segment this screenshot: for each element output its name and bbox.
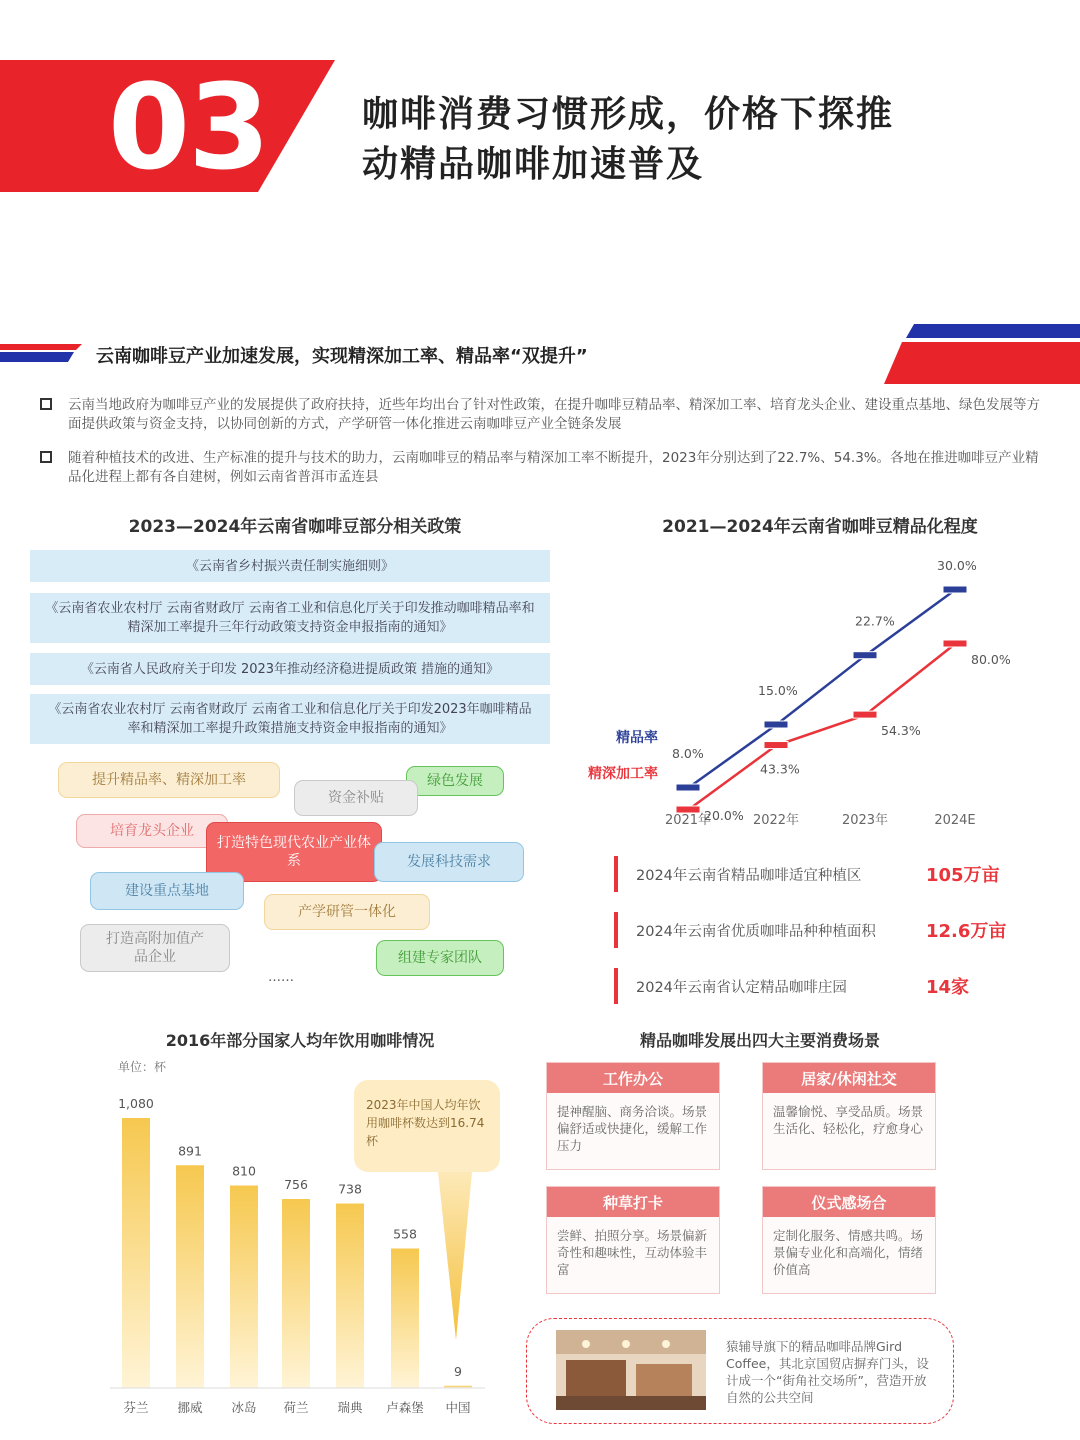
scene-card-body: 定制化服务、情感共鸣。场景偏专业化和高端化，情绪价值高 [773, 1228, 924, 1277]
data-point-marker [764, 721, 788, 728]
data-point-marker [676, 806, 700, 813]
policy-item: 《云南省农业农村厅 云南省财政厅 云南省工业和信息化厅关于印发推动咖啡精品率和精深加工率提升三年行动政策支持资金申报指南的通知》 [30, 593, 550, 643]
data-label: 80.0% [971, 652, 1011, 667]
scene-card-head: 仪式感场合 [763, 1187, 935, 1217]
data-point-marker [853, 652, 877, 659]
tag-quality-rate: 提升精品率、精深加工率 [58, 762, 280, 798]
data-point-marker [943, 640, 967, 647]
tag-high-value-enterprises: 打造高附加值产品企业 [80, 924, 230, 972]
bullet-text: 云南当地政府为咖啡豆产业的发展提供了政府扶持，近些年均出台了针对性政策，在提升咖啡豆精品率、精深加工率、培育龙头企业、建设重点基地、绿色发展等方面提供政策与资金支持，以协同创新的方式，产学研管一体化推进云南咖啡豆产业全链条发展 [68, 397, 1040, 432]
bar [282, 1199, 310, 1388]
policies-title: 2023—2024年云南省咖啡豆部分相关政策 [128, 517, 462, 537]
stat-row [614, 968, 1054, 1004]
bar-value-label: 891 [178, 1143, 202, 1159]
bullet-paragraph-1 [40, 396, 1040, 434]
subheading-band-left [0, 342, 82, 364]
scenes-title: 精品咖啡发展出四大主要消费场景 [639, 1031, 880, 1050]
series-name: 精品率 [616, 730, 658, 746]
scene-card-home [762, 1062, 936, 1170]
tag-funding-subsidy: 资金补贴 [294, 780, 418, 816]
page-title-line1: 咖啡消费习惯形成，价格下探推 [362, 94, 895, 135]
data-label: 22.7% [855, 613, 895, 629]
bar [122, 1118, 150, 1388]
data-label: 43.3% [760, 761, 800, 777]
tags-more-ellipsis: …… [268, 970, 294, 985]
bar-value-label: 810 [232, 1163, 256, 1179]
bar-chart-unit: 单位：杯 [118, 1060, 167, 1074]
x-tick-label: 2024E [934, 813, 976, 828]
stat-row [614, 856, 1054, 892]
bullet-text: 随着种植技术的改进、生产标准的提升与技术的助力，云南咖啡豆的精品率与精深加工率不断提升，2023年分别达到了22.7%、54.3%。各地在推进咖啡豆产业精品化进程上都有各自建树，例如云南省普洱市孟连县 [68, 450, 1039, 485]
tag-green-development: 绿色发展 [406, 766, 504, 796]
subheading-band-right [884, 324, 1080, 384]
x-tick-label: 芬兰 [123, 1400, 149, 1415]
tag-key-bases: 建设重点基地 [90, 872, 244, 910]
scene-card-checkin [546, 1186, 720, 1294]
line-chart [560, 540, 1060, 840]
x-tick-label: 2022年 [752, 813, 800, 828]
data-label: 20.0% [704, 808, 744, 823]
data-label: 15.0% [758, 683, 798, 698]
x-tick-label: 卢森堡 [386, 1400, 424, 1415]
tag-modern-agriculture: 打造特色现代农业产业体系 [206, 822, 382, 882]
bar-value-label: 558 [393, 1226, 417, 1242]
bar-value-label: 1,080 [118, 1096, 154, 1111]
stat-value: 14家 [926, 977, 970, 998]
tag-tech-demand: 发展科技需求 [374, 842, 524, 882]
bar-chart-annotation: 2023年中国人均年饮用咖啡杯数达到16.74杯 [366, 1098, 485, 1148]
scene-card-head: 居家/休闲社交 [763, 1063, 935, 1093]
scene-card-head: 种草打卡 [547, 1187, 719, 1217]
section-number: 03 [108, 58, 269, 196]
data-point-marker [676, 784, 700, 791]
policy-item: 《云南省人民政府关于印发 2023年推动经济稳进提质政策 措施的通知》 [30, 653, 550, 685]
bar-chart-title: 2016年部分国家人均年饮用咖啡情况 [165, 1031, 435, 1050]
stat-label: 2024年云南省认定精品咖啡庄园 [636, 979, 847, 996]
data-label: 30.0% [937, 558, 977, 573]
x-tick-label: 荷兰 [283, 1400, 309, 1415]
policy-item: 《云南省农业农村厅 云南省财政厅 云南省工业和信息化厅关于印发2023年咖啡精品率和精深加工率提升政策措施支持资金申报指南的通知》 [30, 694, 550, 744]
x-tick-label: 中国 [445, 1400, 471, 1415]
case-study-text: 猿辅导旗下的精品咖啡品牌Gird Coffee，其北京国贸店摒弃门头，设计成一个“街角社交场所”，营造开放自然的公共空间 [726, 1339, 929, 1405]
data-point-marker [853, 711, 877, 718]
bullet-square-icon [40, 398, 52, 410]
tag-expert-team: 组建专家团队 [376, 940, 504, 976]
scene-card-ritual [762, 1186, 936, 1294]
stat-value: 12.6万亩 [926, 921, 1007, 942]
data-label: 54.3% [881, 723, 921, 739]
x-tick-label: 2023年 [841, 813, 889, 828]
subheading: 云南咖啡豆产业加速发展，实现精深加工率、精品率“双提升” [96, 346, 588, 367]
line-chart-title: 2021—2024年云南省咖啡豆精品化程度 [662, 517, 978, 537]
stat-label: 2024年云南省优质咖啡品种种植面积 [636, 923, 876, 940]
bar [176, 1165, 204, 1388]
bullet-paragraph-2 [40, 449, 1040, 487]
bar-value-label: 9 [454, 1363, 462, 1379]
data-point-marker [764, 742, 788, 749]
x-tick-label: 2021年 [664, 813, 712, 828]
scene-card-body: 尝鲜、拍照分享。场景偏新奇性和趣味性，互动体验丰富 [557, 1228, 708, 1277]
scene-card-body: 提神醒脑、商务洽谈。场景偏舒适或快捷化，缓解工作压力 [557, 1104, 708, 1153]
coffee-shop-photo-icon [556, 1330, 706, 1410]
bar-value-label: 756 [284, 1177, 308, 1192]
bar [230, 1186, 258, 1389]
series-name: 精深加工率 [588, 766, 658, 782]
scene-card-work [546, 1062, 720, 1170]
bullet-square-icon [40, 451, 52, 463]
tag-industry-academia: 产学研管一体化 [264, 894, 430, 930]
stat-label: 2024年云南省精品咖啡适宜种植区 [636, 867, 862, 884]
policy-item: 《云南省乡村振兴责任制实施细则》 [30, 550, 550, 582]
bar-value-label: 738 [338, 1181, 362, 1197]
tag-leading-enterprises: 培育龙头企业 [76, 814, 228, 848]
page-title-line2: 动精品咖啡加速普及 [362, 144, 705, 185]
series-line-0 [688, 590, 955, 788]
data-point-marker [943, 586, 967, 593]
x-tick-label: 冰岛 [231, 1400, 257, 1415]
x-tick-label: 挪威 [177, 1400, 203, 1415]
data-label: 8.0% [672, 746, 704, 761]
scene-card-body: 温馨愉悦、享受品质。场景生活化、轻松化，疗愈身心 [773, 1104, 924, 1136]
stat-value: 105万亩 [926, 865, 1000, 886]
x-tick-label: 瑞典 [337, 1400, 363, 1415]
scene-card-head: 工作办公 [547, 1063, 719, 1093]
stat-row [614, 912, 1054, 948]
